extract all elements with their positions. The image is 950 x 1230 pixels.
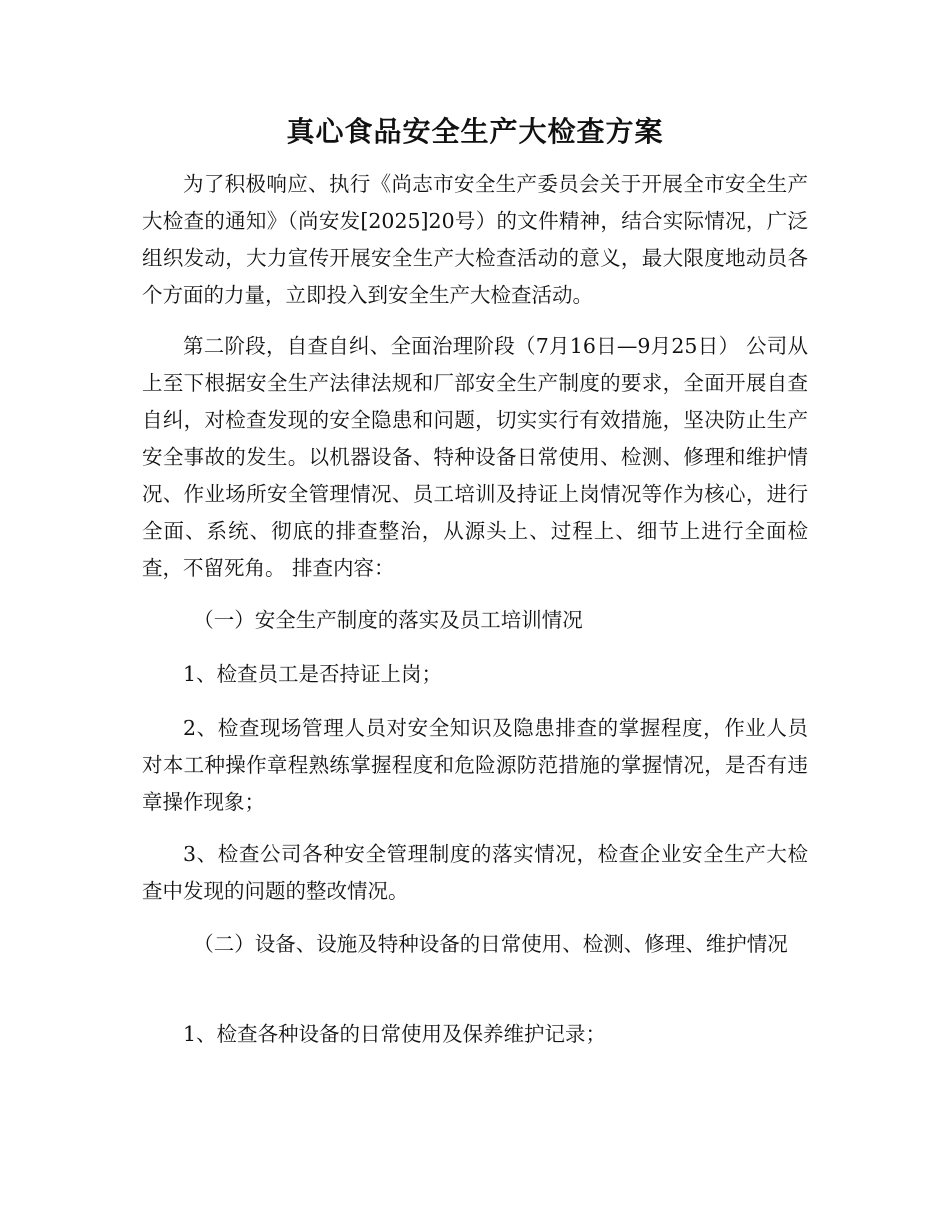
list-item-2-1: 1、检查各种设备的日常使用及保养维护记录； xyxy=(183,1022,607,1046)
list-item-1-3: 3、检查公司各种安全管理制度的落实情况，检查企业安全生产大检查中发现的问题的整改情况。 xyxy=(142,842,808,903)
list-item-1-1: 1、检查员工是否持证上岗； xyxy=(183,662,443,686)
section-heading-2: （二）设备、设施及特种设备的日常使用、检测、修理、维护情况 xyxy=(193,932,788,956)
document-title: 真心食品安全生产大检查方案 xyxy=(286,115,664,148)
phase-two-paragraph: 第二阶段，自查自纠、全面治理阶段（7月16日—9月25日） 公司从上至下根据安全生产法律法规和厂部安全生产制度的要求，全面开展自查自纠，对检查发现的安全隐患和问题，切实实行有效措施，坚决防止生产安全事故的发生。以机器设备、特种设备日常使用、检测、修理和维护情况、作业场所安全管理情况、员工培训及持证上岗情况等作为核心，进行全面、系统、彻底的排查整治，从源头上、过程上、细节上进行全面检查，不留死角。 排查内容： xyxy=(142,334,808,580)
intro-paragraph: 为了积极响应、执行《尚志市安全生产委员会关于开展全市安全生产大检查的通知》（尚安发[2025]20号）的文件精神，结合实际情况，广泛组织发动，大力宣传开展安全生产大检查活动的意义，最大限度地动员各个方面的力量，立即投入到安全生产大检查活动。 xyxy=(142,172,808,307)
list-item-1-2: 2、检查现场管理人员对安全知识及隐患排查的掌握程度，作业人员对本工种操作章程熟练掌握程度和危险源防范措施的掌握情况，是否有违章操作现象； xyxy=(142,716,808,814)
section-heading-1: （一）安全生产制度的落实及员工培训情况 xyxy=(193,608,583,632)
